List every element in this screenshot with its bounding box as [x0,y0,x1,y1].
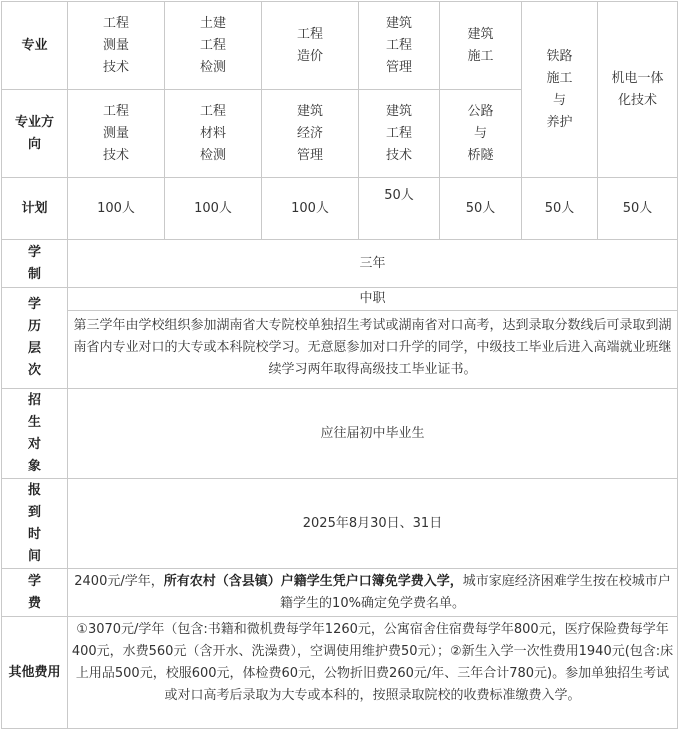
major-cell: 建筑 施工 [440,2,522,90]
major-cell-railway: 铁路 施工 与 养护 [522,2,598,178]
tuition-value: 2400元/学年，所有农村（含县镇）户籍学生凭户口簿免学费入学，城市家庭经济困难学生按在校城市户籍学生的10%确定免学费名单。 [68,569,678,617]
report-row [2,479,678,569]
major-cell: 土建 工程 检测 [165,2,262,90]
plan-label: 计划 [2,178,68,240]
plan-value: 50人 [598,178,678,240]
direction-cell: 工程 测量 技术 [68,90,165,178]
target-value: 应往届初中毕业生 [68,389,678,479]
education-desc-row [2,311,678,389]
plan-value: 50人 [440,178,522,240]
duration-row [2,240,678,288]
target-label: 招 生 对 象 [2,389,68,479]
tuition-row [2,569,678,617]
major-label: 专业 [2,2,68,90]
duration-label: 学 制 [2,240,68,288]
direction-cell: 建筑 经济 管理 [262,90,359,178]
other-fees-row [2,617,678,729]
education-label: 学 历 层 次 [2,288,68,389]
admission-info-table [1,1,678,729]
plan-value: 50人 [522,178,598,240]
plan-row [2,178,678,240]
target-row [2,389,678,479]
direction-cell: 公路 与 桥隧 [440,90,522,178]
major-cell: 工程 测量 技术 [68,2,165,90]
report-label: 报 到 时 间 [2,479,68,569]
education-level: 中职 [68,288,678,311]
major-cell-mechatronics: 机电一体 化技术 [598,2,678,178]
duration-value: 三年 [68,240,678,288]
plan-value: 100人 [68,178,165,240]
report-value: 2025年8月30日、31日 [68,479,678,569]
education-description: 第三学年由学校组织参加湖南省大专院校单独招生考试或湖南省对口高考，达到录取分数线后可录取到湖南省内专业对口的大专或本科院校学习。无意愿参加对口升学的同学，中级技工毕业后进入高端就业班继续学习两年取得高级技工毕业证书。 [68,311,678,389]
tuition-label: 学 费 [2,569,68,617]
plan-value: 50人 [359,178,440,240]
other-fees-value: ①3070元/学年（包含:书籍和微机费每学年1260元，公寓宿舍住宿费每学年800元，医疗保险费每学年400元，水费560元（含开水、洗澡费），空调使用维护费50元）；②新生入学一次性费用1940元(包含:床上用品500元，校服600元，体检费60元，公物折旧费260元/年、三年合计780元)。参加单独招生考试或对口高考后录取为大专或本科的，按照录取院校的收费标准缴费入学。 [68,617,678,729]
major-cell: 工程 造价 [262,2,359,90]
plan-value: 100人 [262,178,359,240]
major-cell: 建筑 工程 管理 [359,2,440,90]
other-fees-label: 其他费用 [2,617,68,729]
direction-label: 专业方 向 [2,90,68,178]
education-level-row [2,288,678,311]
major-row [2,2,678,90]
direction-cell: 工程 材料 检测 [165,90,262,178]
plan-value: 100人 [165,178,262,240]
direction-cell: 建筑 工程 技术 [359,90,440,178]
